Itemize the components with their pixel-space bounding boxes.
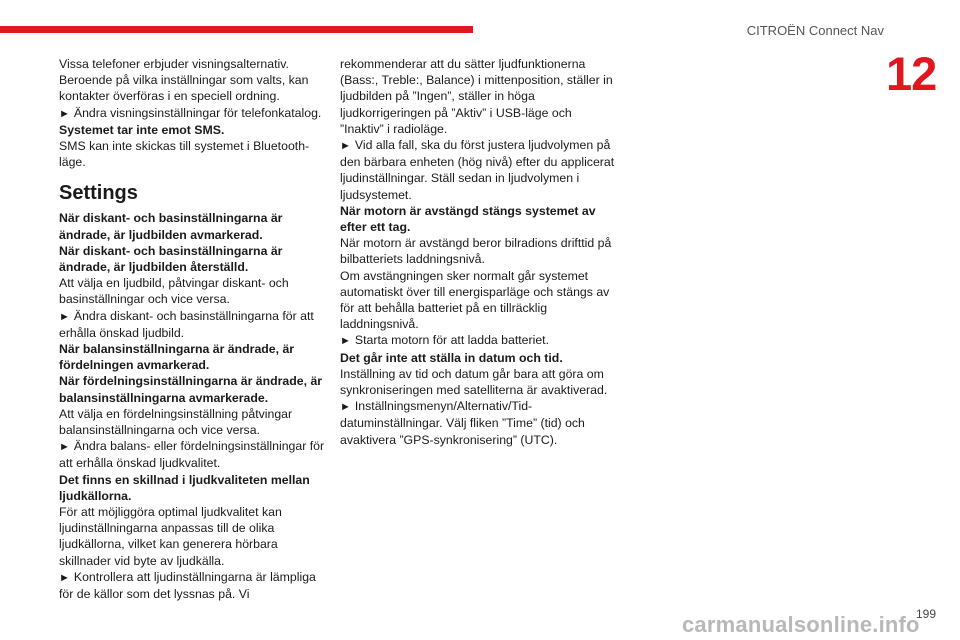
paragraph: rekommenderar att du sätter ljudfunktionerna (Bass:, Treble:, Balance) i mittenposition, ställer in ljudbilden på ”Ingen”, ställer in höga ljudkorrigeringen på ”Aktiv” i USB-läge och ”Inaktiv” i radioläge.: [340, 57, 613, 136]
arrow-icon: ►: [340, 335, 351, 348]
page-number: 199: [915, 607, 936, 621]
section-heading: Settings: [59, 182, 138, 205]
problem-heading: När balansinställningarna är ändrade, är fördelningen avmarkerad.: [59, 342, 295, 373]
problem-heading: När diskant- och basinställningarna är ändrade, är ljudbilden avmarkerad.: [59, 211, 283, 242]
instruction: ► Starta motorn för att ladda batteriet.: [340, 333, 550, 348]
problem-heading: Det går inte att ställa in datum och tid.: [340, 350, 563, 365]
paragraph: Vissa telefoner erbjuder visningsalternativ. Beroende på vilka inställningar som valts, kan kontakter överföras i en speciell ordning.: [59, 57, 309, 104]
text-column-left: [59, 56, 331, 602]
problem-heading: Det finns en skillnad i ljudkvaliteten mellan ljudkällorna.: [59, 472, 310, 503]
paragraph: För att möjliggöra optimal ljudkvalitet kan ljudinställningarna anpassas till de olika ljudkällorna, vilket kan generera hörbara skillnader vid byte av ljudkälla.: [59, 505, 282, 568]
chapter-accent-bar: [0, 26, 473, 33]
problem-heading: Systemet tar inte emot SMS.: [59, 122, 225, 137]
arrow-icon: ►: [59, 310, 70, 323]
paragraph: Om avstängningen sker normalt går systemet automatiskt över till energisparläge och stängs av för att behålla batteriet på en tillräcklig laddningsnivå.: [340, 268, 610, 332]
instruction: ► Ändra balans- eller fördelningsinställningar för att erhålla önskad ljudkvalitet.: [59, 439, 325, 471]
instruction: ► Inställningsmenyn/Alternativ/Tid-datuminställningar. Välj fliken ”Time” (tid) och avaktivera ”GPS-synkronisering” (UTC).: [340, 399, 585, 447]
arrow-icon: ►: [59, 441, 70, 454]
chapter-number: 12: [886, 47, 937, 100]
paragraph: SMS kan inte skickas till systemet i Bluetooth-läge.: [59, 139, 310, 170]
problem-heading: När motorn är avstängd stängs systemet av efter ett tag.: [340, 203, 596, 235]
problem-heading: När diskant- och basinställningarna är ändrade, är ljudbilden återställd.: [59, 243, 283, 275]
paragraph: Inställning av tid och datum går bara att göra om synkroniseringen med satelliterna är avaktiverad.: [340, 366, 608, 398]
problem-heading: När fördelningsinställningarna är ändrade, är balansinställningarna avmarkerade.: [59, 374, 323, 405]
watermark: carmanualsonline.info: [682, 612, 920, 637]
instruction: ► Vid alla fall, ska du först justera ljudvolymen på den bärbara enheten (hög nivå) efter du applicerat ljudinställningar. Ställ sedan in ljudvolymen i ljudsystemet.: [340, 138, 615, 202]
paragraph: När motorn är avstängd beror bilradions drifttid på bilbatteriets laddningsnivå.: [340, 236, 612, 267]
paragraph: Att välja en fördelningsinställning påtvingar balansinställningarna och vice versa.: [59, 406, 293, 438]
paragraph: Att välja en ljudbild, påtvingar diskant- och basinställningar och vice versa.: [59, 276, 289, 307]
arrow-icon: ►: [59, 107, 70, 120]
arrow-icon: ►: [340, 401, 351, 414]
chapter-title: CITROËN Connect Nav: [746, 23, 884, 38]
instruction: ► Ändra visningsinställningar för telefonkatalog.: [59, 105, 322, 120]
instruction: ► Ändra diskant- och basinställningarna för att erhålla önskad ljudbild.: [59, 308, 314, 340]
arrow-icon: ►: [59, 571, 70, 584]
instruction: ► Kontrollera att ljudinställningarna är lämpliga för de källor som det lyssnas på. Vi: [59, 569, 316, 602]
text-column-right: [340, 56, 615, 448]
arrow-icon: ►: [340, 140, 351, 153]
